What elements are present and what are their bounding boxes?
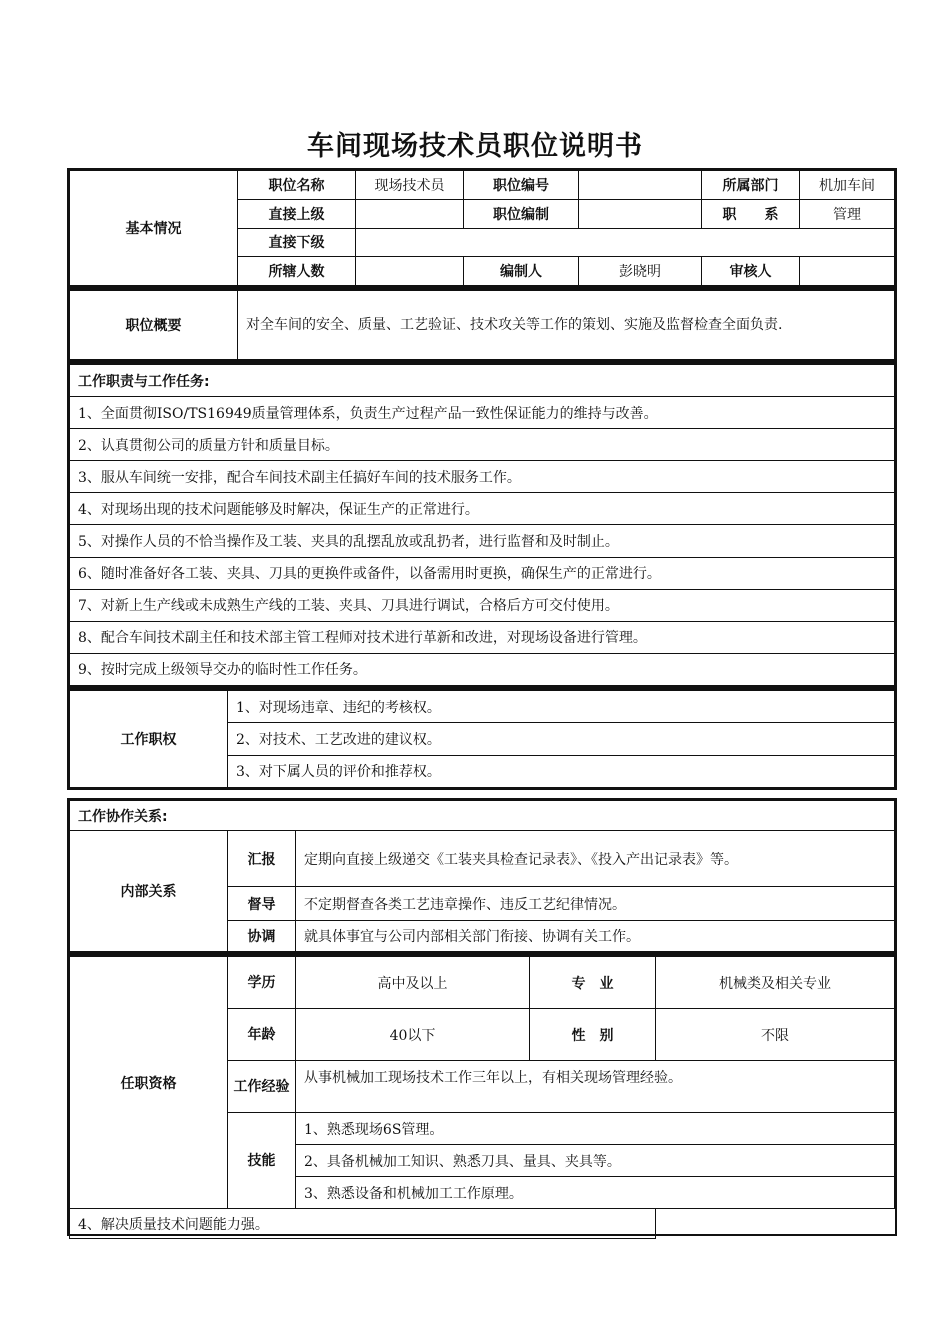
duty-item: 9、按时完成上级领导交办的临时性工作任务。 (70, 653, 895, 685)
superior-label: 直接上级 (238, 199, 356, 228)
reviewer-value (800, 257, 895, 286)
duty-item: 5、对操作人员的不恰当操作及工装、夹具的乱摆乱放或乱扔者，进行监督和及时制止。 (70, 525, 895, 557)
duty-item: 8、配合车间技术副主任和技术部主管工程师对技术进行革新和改进，对现场设备进行管理。 (70, 621, 895, 653)
duties-header: 工作职责与工作任务: (70, 365, 895, 397)
skill-item: 4、解决质量技术问题能力强。 (70, 1209, 656, 1239)
position-no-label: 职位编号 (464, 171, 579, 200)
gender-value: 不限 (656, 1009, 895, 1061)
position-no-value (579, 171, 702, 200)
education-label: 学历 (228, 957, 296, 1009)
skill-item: 1、熟悉现场6S管理。 (296, 1113, 895, 1145)
basic-info-label: 基本情况 (70, 171, 238, 286)
relations-table (67, 798, 897, 954)
summary-label: 职位概要 (70, 291, 238, 360)
duty-item: 1、全面贯彻ISO/TS16949质量管理体系，负责生产过程产品一致性保证能力的维持与改善。 (70, 397, 895, 429)
age-value: 40以下 (296, 1009, 530, 1061)
age-label: 年龄 (228, 1009, 296, 1061)
staffing-value (579, 199, 702, 228)
qualifications-label: 任职资格 (70, 957, 228, 1209)
experience-text: 从事机械加工现场技术工作三年以上，有相关现场管理经验。 (296, 1061, 895, 1113)
duty-item: 7、对新上生产线或未成熟生产线的工装、夹具、刀具进行调试，合格后方可交付使用。 (70, 589, 895, 621)
internal-relations-label: 内部关系 (70, 831, 228, 952)
department-label: 所属部门 (702, 171, 800, 200)
basic-info-table (67, 168, 897, 288)
authority-label: 工作职权 (70, 691, 228, 788)
document-title: 车间现场技术员职位说明书 (307, 131, 643, 162)
superior-value (356, 199, 464, 228)
author-value: 彭晓明 (579, 257, 702, 286)
major-label: 专 业 (530, 957, 656, 1009)
qualifications-table (67, 954, 897, 1236)
subordinate-value (356, 228, 895, 257)
series-value: 管理 (800, 199, 895, 228)
experience-label: 工作经验 (228, 1061, 296, 1113)
duty-item: 6、随时准备好各工装、夹具、刀具的更换件或备件，以备需用时更换，确保生产的正常进行。 (70, 557, 895, 589)
duty-item: 2、认真贯彻公司的质量方针和质量目标。 (70, 429, 895, 461)
coordinate-text: 就具体事宜与公司内部相关部门衔接、协调有关工作。 (296, 921, 895, 952)
relations-header: 工作协作关系: (70, 801, 895, 831)
duty-item: 4、对现场出现的技术问题能够及时解决，保证生产的正常进行。 (70, 493, 895, 525)
summary-table (67, 288, 897, 362)
duties-table (67, 362, 897, 688)
major-value: 机械类及相关专业 (656, 957, 895, 1009)
authority-item: 2、对技术、工艺改进的建议权。 (228, 723, 895, 755)
supervise-text: 不定期督查各类工艺违章操作、违反工艺纪律情况。 (296, 887, 895, 921)
coordinate-label: 协调 (228, 921, 296, 952)
position-name-value: 现场技术员 (356, 171, 464, 200)
author-label: 编制人 (464, 257, 579, 286)
duty-item: 3、服从车间统一安排，配合车间技术副主任搞好车间的技术服务工作。 (70, 461, 895, 493)
department-value: 机加车间 (800, 171, 895, 200)
headcount-label: 所辖人数 (238, 257, 356, 286)
position-name-label: 职位名称 (238, 171, 356, 200)
gender-label: 性 别 (530, 1009, 656, 1061)
supervise-label: 督导 (228, 887, 296, 921)
summary-text: 对全车间的安全、质量、工艺验证、技术攻关等工作的策划、实施及监督检查全面负责. (238, 291, 895, 360)
reviewer-label: 审核人 (702, 257, 800, 286)
authority-item: 3、对下属人员的评价和推荐权。 (228, 755, 895, 787)
skills-label: 技能 (228, 1113, 296, 1209)
skill-item: 3、熟悉设备和机械加工工作原理。 (296, 1177, 895, 1209)
subordinate-label: 直接下级 (238, 228, 356, 257)
authority-table (67, 688, 897, 790)
authority-item: 1、对现场违章、违纪的考核权。 (228, 691, 895, 723)
skill-item: 2、具备机械加工知识、熟悉刀具、量具、夹具等。 (296, 1145, 895, 1177)
report-text: 定期向直接上级递交《工装夹具检查记录表》、《投入产出记录表》等。 (296, 831, 895, 887)
series-label: 职 系 (702, 199, 800, 228)
staffing-label: 职位编制 (464, 199, 579, 228)
report-label: 汇报 (228, 831, 296, 887)
education-value: 高中及以上 (296, 957, 530, 1009)
headcount-value (356, 257, 464, 286)
